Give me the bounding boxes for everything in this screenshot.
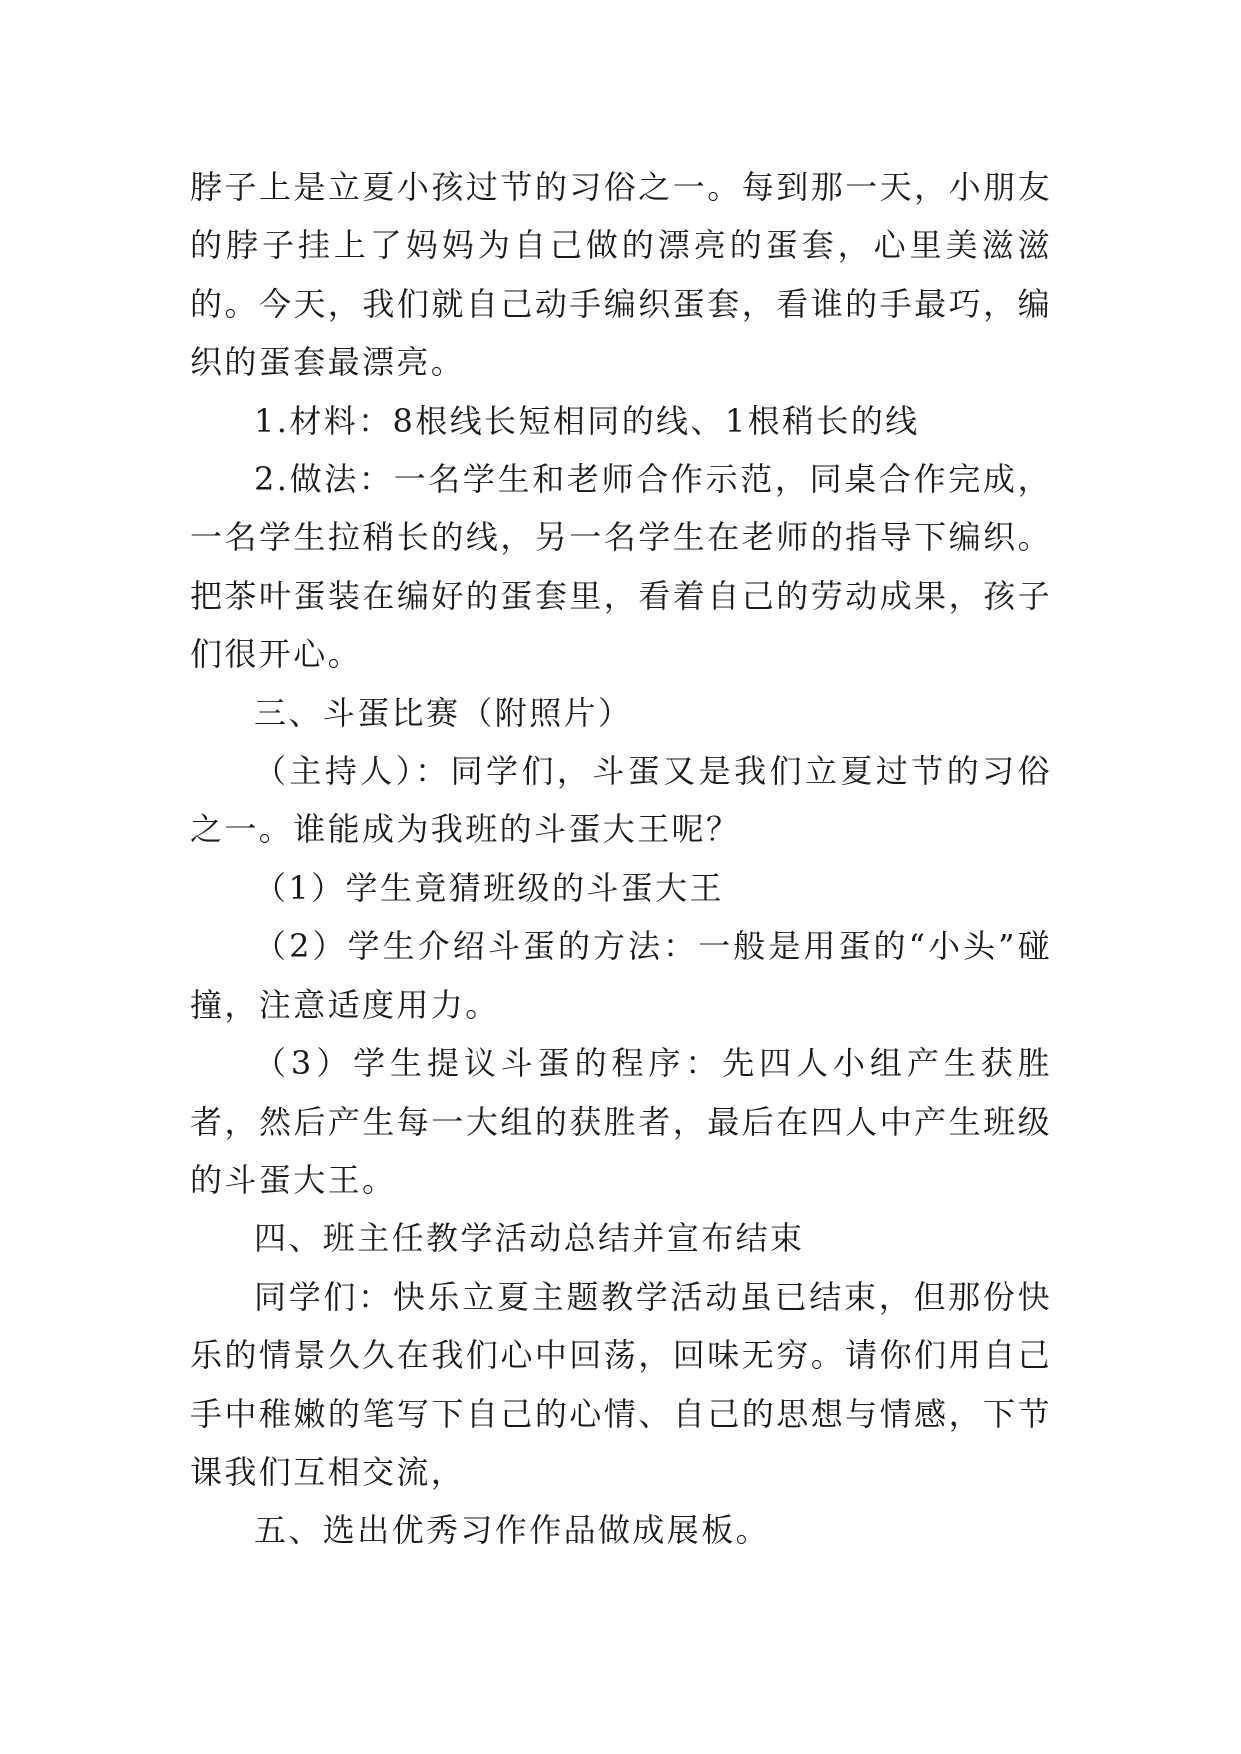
- section-heading-summary: 四、班主任教学活动总结并宣布结束: [254, 1219, 805, 1258]
- list-item-2: （2）学生介绍斗蛋的方法：一般是用蛋的“小头”碰撞，注意适度用力。: [190, 927, 1052, 1024]
- section-heading-egg-contest: 三、斗蛋比赛（附照片）: [254, 693, 633, 732]
- list-item-1: （1）学生竟猜班级的斗蛋大王: [254, 868, 724, 907]
- document-body: [190, 158, 1052, 1560]
- paragraph-materials: 1.材料：8根线长短相同的线、1根稍长的线: [254, 401, 920, 440]
- section-heading-exhibit: 五、选出优秀习作作品做成展板。: [254, 1511, 771, 1550]
- paragraph-method: 2.做法：一名学生和老师合作示范，同桌合作完成，一名学生拉稍长的线，另一名学生在老师的指导下编织。把茶叶蛋装在编好的蛋套里，看着自己的劳动成果，孩子们很开心。: [190, 460, 1052, 674]
- paragraph-intro: 脖子上是立夏小孩过节的习俗之一。每到那一天，小朋友的脖子挂上了妈妈为自己做的漂亮的蛋套，心里美滋滋的。今天，我们就自己动手编织蛋套，看谁的手最巧，编织的蛋套最漂亮。: [190, 168, 1052, 382]
- paragraph-host: （主持人）：同学们，斗蛋又是我们立夏过节的习俗之一。谁能成为我班的斗蛋大王呢？: [190, 752, 1052, 849]
- list-item-3: （3）学生提议斗蛋的程序：先四人小组产生获胜者，然后产生每一大组的获胜者，最后在四人中产生班级的斗蛋大王。: [190, 1044, 1052, 1199]
- paragraph-summary: 同学们：快乐立夏主题教学活动虽已结束，但那份快乐的情景久久在我们心中回荡，回味无穷。请你们用自己手中稚嫩的笔写下自己的心情、自己的思想与情感，下节课我们互相交流，: [190, 1277, 1052, 1491]
